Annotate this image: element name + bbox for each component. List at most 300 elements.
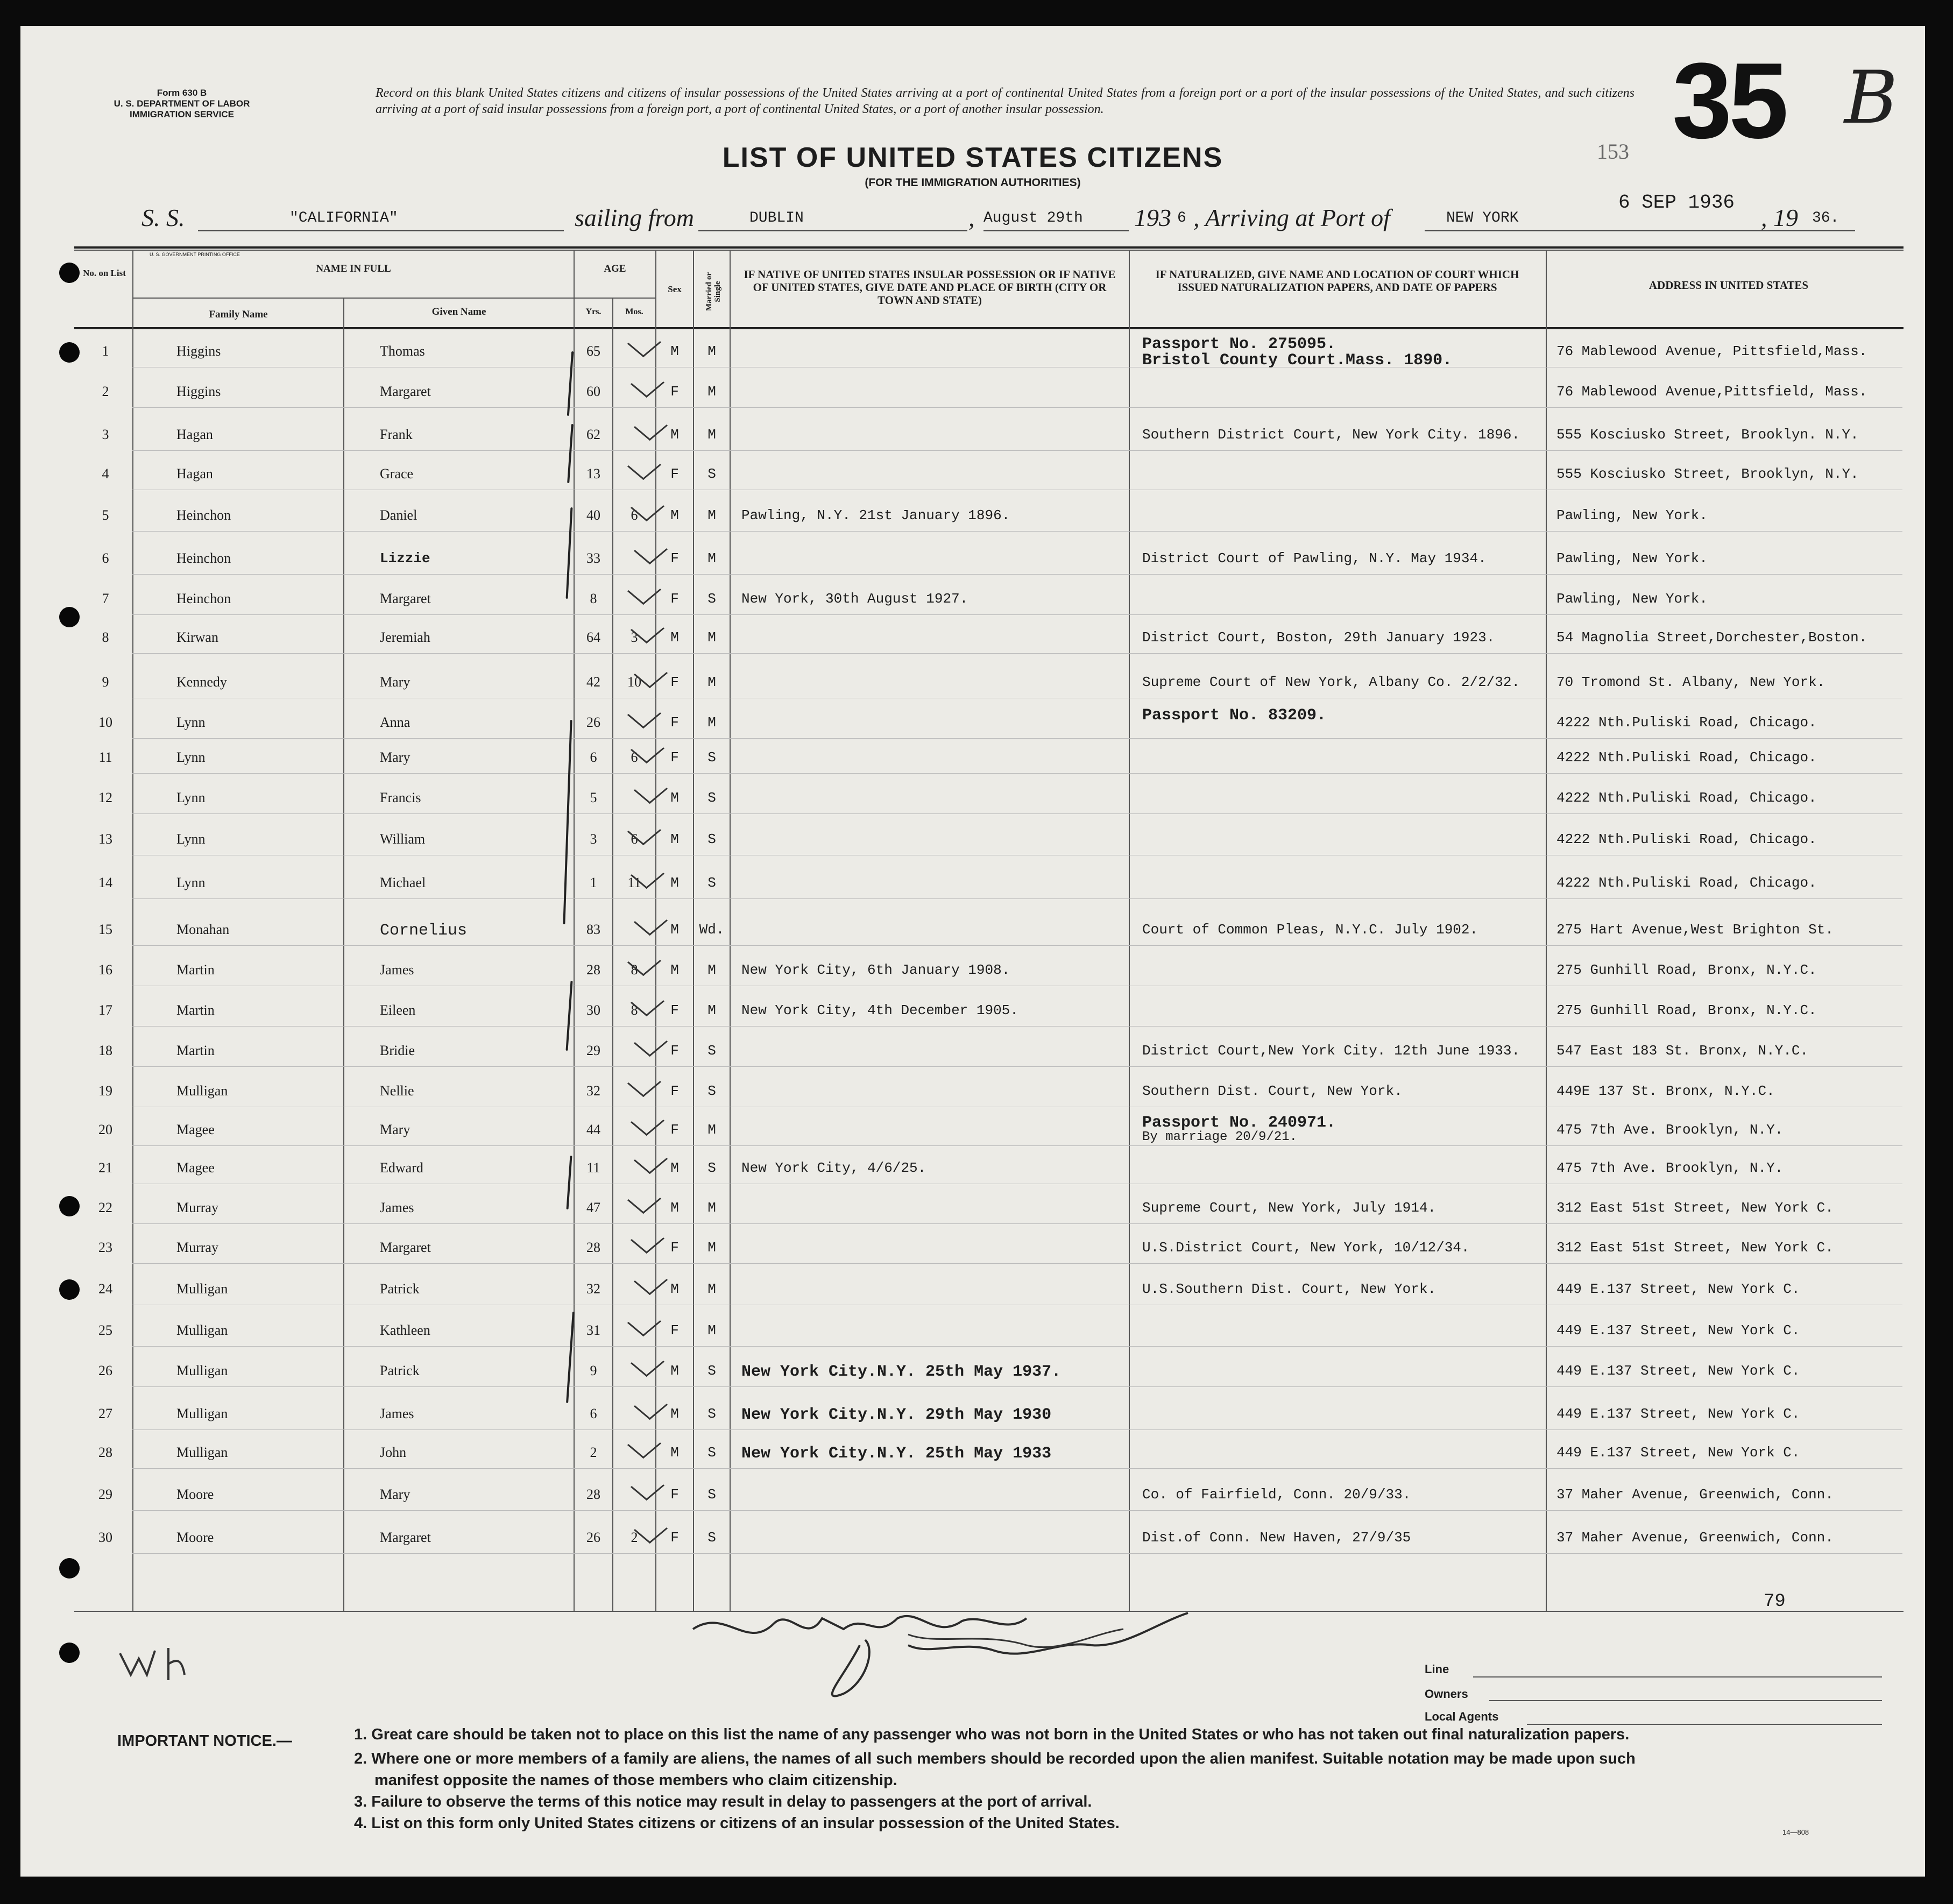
age-years: 1 [590, 875, 597, 890]
sailing-label: sailing from [575, 204, 694, 231]
given-name: Margaret [380, 1240, 431, 1255]
sex: F [670, 1322, 679, 1339]
sex: M [670, 343, 679, 359]
owners-label: Owners [1425, 1687, 1468, 1701]
age-years: 32 [586, 1281, 600, 1297]
notice-4: 4. List on this form only United States citizens or citizens of an insular possession of the United States. [354, 1815, 1120, 1832]
row-rule [132, 1346, 1902, 1347]
given-name: Nellie [380, 1083, 414, 1099]
age-years: 65 [586, 343, 600, 359]
family-name: Heinchon [176, 550, 231, 566]
naturalization-info-line-2: By marriage 20/9/21. [1142, 1130, 1298, 1144]
us-address: 76 Mablewood Avenue,Pittsfield, Mass. [1556, 384, 1867, 400]
age-years: 47 [586, 1200, 600, 1215]
age-months: 2 [631, 1530, 638, 1545]
given-name: Thomas [380, 343, 425, 359]
family-name: Kennedy [176, 674, 227, 690]
given-name: Edward [380, 1160, 423, 1176]
naturalization-info: U.S.Southern Dist. Court, New York. [1142, 1281, 1437, 1297]
row-rule [132, 531, 1902, 532]
age-months: 3 [631, 629, 638, 645]
given-name: Bridie [380, 1043, 415, 1058]
family-bracket [563, 720, 572, 924]
row-rule [132, 1510, 1902, 1511]
name-subhead-rule [133, 298, 596, 299]
marital-status: S [707, 1406, 716, 1422]
row-number: 22 [98, 1200, 112, 1215]
sex: M [670, 962, 679, 978]
marital-status: M [707, 384, 716, 400]
year-prefix-1: 193 [1134, 204, 1171, 231]
us-address: 76 Mablewood Avenue, Pittsfield,Mass. [1556, 343, 1867, 359]
row-number: 10 [98, 714, 112, 730]
header-no: No. on List [83, 268, 126, 278]
notice-2: 2. Where one or more members of a family are aliens, the names of all such members should be recorded upon the alien manifest. Suitable notation may be made upon such [354, 1750, 1636, 1767]
marital-status: M [707, 507, 716, 523]
naturalization-info: Passport No. 83209. [1142, 706, 1327, 725]
family-name: Heinchon [176, 507, 231, 523]
ss-label: S. S. [141, 204, 185, 231]
sex: M [670, 1363, 679, 1379]
date-stamp: 6 SEP 1936 [1618, 192, 1735, 214]
marital-status: S [707, 790, 716, 806]
row-rule [132, 945, 1902, 946]
sex: M [670, 507, 679, 523]
age-years: 8 [590, 591, 597, 606]
family-name: Kirwan [176, 629, 218, 645]
age-months: 8 [631, 1002, 638, 1018]
birth-info: New York City.N.Y. 25th May 1937. [741, 1363, 1062, 1381]
agents-field [1527, 1724, 1882, 1725]
row-rule [132, 1468, 1902, 1469]
age-months: 8 [631, 962, 638, 978]
row-number: 25 [98, 1322, 112, 1338]
given-name: Mary [380, 674, 411, 690]
page-total: 79 [1764, 1591, 1786, 1612]
row-number: 1 [102, 343, 109, 359]
row-number: 6 [102, 550, 109, 566]
sex: M [670, 629, 679, 646]
row-number: 14 [98, 875, 112, 890]
naturalization-info: Co. of Fairfield, Conn. 20/9/33. [1142, 1487, 1411, 1503]
marital-status: M [707, 550, 716, 567]
binder-hole [59, 342, 80, 363]
age-years: 60 [586, 384, 600, 399]
family-name: Higgins [176, 384, 221, 399]
us-address: 4222 Nth.Puliski Road, Chicago. [1556, 749, 1817, 766]
notice-2-continued: manifest opposite the names of those members who claim citizenship. [374, 1772, 897, 1789]
us-address: 475 7th Ave. Brooklyn, N.Y. [1556, 1122, 1784, 1138]
us-address: 312 East 51st Street, New York C. [1556, 1240, 1834, 1256]
age-years: 42 [586, 674, 600, 690]
sex: M [670, 922, 679, 938]
us-address: 54 Magnolia Street,Dorchester,Boston. [1556, 629, 1867, 646]
sex: F [670, 1043, 679, 1059]
naturalization-info: Passport No. 240971. [1142, 1114, 1336, 1132]
family-name: Lynn [176, 714, 206, 730]
given-name: Kathleen [380, 1322, 430, 1338]
header-married: Married or Single [705, 272, 722, 312]
row-rule [132, 1429, 1902, 1430]
us-address: 4222 Nth.Puliski Road, Chicago. [1556, 714, 1817, 731]
form-number: Form 630 B [157, 88, 207, 98]
row-rule [132, 1223, 1902, 1224]
sex: M [670, 875, 679, 891]
marital-status: S [707, 1083, 716, 1099]
handwritten-initials [115, 1643, 190, 1686]
marital-status: S [707, 1363, 716, 1379]
family-name: Murray [176, 1240, 218, 1255]
family-name: Hagan [176, 427, 213, 442]
sex: F [670, 384, 679, 400]
marital-status: S [707, 831, 716, 847]
age-years: 83 [586, 922, 600, 937]
us-address: 4222 Nth.Puliski Road, Chicago. [1556, 831, 1817, 847]
row-number: 3 [102, 427, 109, 442]
naturalization-info: District Court,New York City. 12th June 1933. [1142, 1043, 1520, 1059]
binder-hole [59, 263, 80, 283]
family-name: Lynn [176, 790, 206, 805]
manifest-page [20, 26, 1925, 1877]
given-name: Margaret [380, 591, 431, 606]
age-years: 3 [590, 831, 597, 847]
us-address: 275 Gunhill Road, Bronx, N.Y.C. [1556, 1002, 1817, 1018]
binder-hole [59, 1196, 80, 1216]
page-subtitle: (FOR THE IMMIGRATION AUTHORITIES) [865, 176, 1081, 189]
sex: M [670, 790, 679, 806]
given-name: John [380, 1445, 407, 1460]
row-rule [132, 614, 1902, 615]
us-address: Pawling, New York. [1556, 550, 1708, 567]
sex: F [670, 749, 679, 766]
sex: F [670, 550, 679, 567]
col-divider-family [343, 298, 344, 1611]
naturalization-info: Supreme Court of New York, Albany Co. 2/2/32. [1142, 674, 1520, 690]
us-address: 449E 137 St. Bronx, N.Y.C. [1556, 1083, 1775, 1099]
birth-info: New York, 30th August 1927. [741, 591, 968, 607]
age-months: 6 [631, 831, 638, 847]
naturalization-info: District Court, Boston, 29th January 1923. [1142, 629, 1495, 646]
row-number: 8 [102, 629, 109, 645]
department: U. S. DEPARTMENT OF LABOR [114, 98, 250, 109]
age-years: 6 [590, 749, 597, 765]
family-name: Mulligan [176, 1281, 228, 1297]
age-years: 5 [590, 790, 597, 805]
row-number: 9 [102, 674, 109, 690]
year-suffix-2: 36. [1812, 210, 1839, 227]
row-rule [132, 738, 1902, 739]
sex: M [670, 831, 679, 847]
given-name: James [380, 962, 414, 978]
us-address: 449 E.137 Street, New York C. [1556, 1322, 1800, 1339]
sex: F [670, 1083, 679, 1099]
birth-info: New York City.N.Y. 25th May 1933 [741, 1445, 1052, 1463]
age-months: 10 [627, 674, 641, 690]
age-months: 6 [631, 507, 638, 523]
age-years: 2 [590, 1445, 597, 1460]
row-rule [132, 1553, 1902, 1554]
age-years: 64 [586, 629, 600, 645]
given-name: Daniel [380, 507, 418, 523]
header-bottom-rule [74, 327, 1904, 329]
intro-text: Record on this blank United States citizens and citizens of insular possessions of the United States arriving at a port of continental United States from a foreign port or a port of the insular possessions of the United States, and such citizens arriving at a port of said insular possessions from a foreign port, a port of continental United States, or a port of another insular possession. [376, 86, 1634, 116]
sheet-letter: B [1844, 55, 1898, 140]
row-rule [132, 773, 1902, 774]
us-address: 275 Gunhill Road, Bronx, N.Y.C. [1556, 962, 1817, 978]
family-bracket [567, 351, 574, 416]
family-name: Lynn [176, 749, 206, 765]
date-from: August 29th [983, 210, 1083, 227]
marital-status: S [707, 875, 716, 891]
birth-info: New York City, 4/6/25. [741, 1160, 926, 1176]
marital-status: M [707, 1281, 716, 1297]
given-name: Francis [380, 790, 421, 805]
us-address: Pawling, New York. [1556, 591, 1708, 607]
row-number: 18 [98, 1043, 112, 1058]
us-address: 449 E.137 Street, New York C. [1556, 1406, 1800, 1422]
marital-status: M [707, 674, 716, 690]
given-name: James [380, 1200, 414, 1215]
given-name: Lizzie [380, 550, 430, 567]
naturalization-info: Dist.of Conn. New Haven, 27/9/35 [1142, 1530, 1411, 1546]
family-name: Martin [176, 1002, 215, 1018]
age-years: 30 [586, 1002, 600, 1018]
family-name: Martin [176, 1043, 215, 1058]
given-name: Frank [380, 427, 413, 442]
marital-status: M [707, 1200, 716, 1216]
notice-3: 3. Failure to observe the terms of this notice may result in delay to passengers at the port of arrival. [354, 1793, 1092, 1810]
header-birth: IF NATIVE OF UNITED STATES INSULAR POSSESSION OR IF NATIVE OF UNITED STATES, GIVE DATE AND PLACE OF BIRTH (CITY OR TOWN AND STATE) [744, 268, 1116, 307]
sex: F [670, 714, 679, 731]
header-naturalization: IF NATURALIZED, GIVE NAME AND LOCATION OF COURT WHICH ISSUED NATURALIZATION PAPERS, AND DATE OF PAPERS [1155, 268, 1519, 294]
us-address: 70 Tromond St. Albany, New York. [1556, 674, 1825, 690]
family-name: Higgins [176, 343, 221, 359]
sex: M [670, 1200, 679, 1216]
port-to: NEW YORK [1446, 210, 1519, 227]
us-address: 555 Kosciusko Street, Brooklyn. N.Y. [1556, 427, 1859, 443]
given-name: James [380, 1406, 414, 1421]
arriving-label: , Arriving at Port of [1193, 204, 1390, 231]
col-divider-yrs [612, 298, 613, 1611]
naturalization-info: Supreme Court, New York, July 1914. [1142, 1200, 1437, 1216]
col-divider-birth [1129, 250, 1130, 1611]
sex: F [670, 1530, 679, 1546]
notice-label: IMPORTANT NOTICE.— [117, 1732, 292, 1750]
marital-status: S [707, 591, 716, 607]
sex: F [670, 674, 679, 690]
row-number: 21 [98, 1160, 112, 1176]
birth-info: Pawling, N.Y. 21st January 1896. [741, 507, 1010, 523]
birth-info: New York City, 4th December 1905. [741, 1002, 1018, 1018]
ship-name: "CALIFORNIA" [289, 210, 398, 227]
family-name: Mulligan [176, 1445, 228, 1460]
family-name: Martin [176, 962, 215, 978]
family-bracket [566, 507, 573, 599]
given-name: Grace [380, 466, 414, 482]
row-rule [132, 1386, 1902, 1387]
table-top-rule [74, 246, 1904, 249]
age-years: 62 [586, 427, 600, 442]
header-given-name: Given Name [431, 306, 486, 317]
given-name: Cornelius [380, 922, 468, 940]
marital-status: M [707, 1240, 716, 1256]
family-name: Mulligan [176, 1406, 228, 1421]
age-years: 9 [590, 1363, 597, 1378]
family-name: Murray [176, 1200, 218, 1215]
age-years: 31 [586, 1322, 600, 1338]
row-rule [132, 1026, 1902, 1027]
row-number: 5 [102, 507, 109, 523]
age-years: 11 [586, 1160, 600, 1176]
table-top-rule-2 [74, 250, 1904, 251]
naturalization-info: Court of Common Pleas, N.Y.C. July 1902. [1142, 922, 1478, 938]
year-suffix-1: 6 [1177, 210, 1186, 227]
us-address: 4222 Nth.Puliski Road, Chicago. [1556, 790, 1817, 806]
age-subhead-rule [575, 298, 655, 299]
header-name-in-full: NAME IN FULL [316, 263, 391, 274]
port-from-underline [698, 230, 967, 231]
header-family-name: Family Name [209, 309, 268, 320]
marital-status: S [707, 1445, 716, 1461]
age-years: 26 [586, 714, 600, 730]
us-address: 547 East 183 St. Bronx, N.Y.C. [1556, 1043, 1809, 1059]
agents-label: Local Agents [1425, 1710, 1499, 1723]
family-bracket [565, 981, 572, 1051]
age-years: 28 [586, 1240, 600, 1255]
us-address: 449 E.137 Street, New York C. [1556, 1445, 1800, 1461]
age-years: 33 [586, 550, 600, 566]
us-address: 312 East 51st Street, New York C. [1556, 1200, 1834, 1216]
row-number: 12 [98, 790, 112, 805]
row-number: 17 [98, 1002, 112, 1018]
pencil-sheet-number: 153 [1597, 139, 1629, 164]
line-field [1473, 1676, 1882, 1677]
given-name: Jeremiah [380, 629, 430, 645]
ship-underline [198, 230, 564, 231]
line-label: Line [1425, 1662, 1449, 1676]
page-title: LIST OF UNITED STATES CITIZENS [722, 142, 1223, 173]
birth-info: New York City, 6th January 1908. [741, 962, 1010, 978]
row-rule [132, 813, 1902, 814]
family-name: Magee [176, 1160, 215, 1176]
print-code: 14—808 [1782, 1828, 1809, 1836]
family-name: Moore [176, 1530, 214, 1545]
row-number: 15 [98, 922, 112, 937]
row-number: 7 [102, 591, 109, 606]
given-name: Mary [380, 749, 411, 765]
owners-field [1489, 1700, 1882, 1701]
age-years: 32 [586, 1083, 600, 1099]
sex: F [670, 1002, 679, 1018]
us-address: 475 7th Ave. Brooklyn, N.Y. [1556, 1160, 1784, 1176]
naturalization-info: Southern Dist. Court, New York. [1142, 1083, 1403, 1099]
sex: F [670, 591, 679, 607]
row-number: 23 [98, 1240, 112, 1255]
port-from: DUBLIN [749, 210, 804, 227]
family-name: Lynn [176, 875, 206, 890]
age-years: 29 [586, 1043, 600, 1058]
age-years: 44 [586, 1122, 600, 1137]
header-age: AGE [604, 263, 626, 274]
col-divider-no [132, 250, 133, 1611]
header-sex: Sex [668, 284, 682, 294]
given-name: Anna [380, 714, 411, 730]
sex: M [670, 427, 679, 443]
family-name: Moore [176, 1487, 214, 1502]
inspector-signature [682, 1565, 1199, 1726]
age-years: 26 [586, 1530, 600, 1545]
us-address: 275 Hart Avenue,West Brighton St. [1556, 922, 1834, 938]
family-name: Mulligan [176, 1322, 228, 1338]
us-address: 449 E.137 Street, New York C. [1556, 1363, 1800, 1379]
marital-status: M [707, 427, 716, 443]
sex: F [670, 1487, 679, 1503]
row-rule [132, 898, 1902, 899]
given-name: Margaret [380, 384, 431, 399]
family-name: Lynn [176, 831, 206, 847]
marital-status: M [707, 962, 716, 978]
sheet-number: 35 [1672, 41, 1786, 161]
given-name: Michael [380, 875, 426, 890]
given-name: Mary [380, 1487, 411, 1502]
family-name: Mulligan [176, 1363, 228, 1378]
row-number: 24 [98, 1281, 112, 1297]
header-mos: Mos. [625, 307, 643, 316]
binder-hole [59, 607, 80, 627]
header-yrs: Yrs. [585, 307, 602, 316]
row-number: 29 [98, 1487, 112, 1502]
marital-status: M [707, 343, 716, 359]
service: IMMIGRATION SERVICE [130, 109, 234, 119]
marital-status: M [707, 1322, 716, 1339]
sex: F [670, 1122, 679, 1138]
age-months: 6 [631, 749, 638, 765]
marital-status: S [707, 1043, 716, 1059]
sex: M [670, 1281, 679, 1297]
given-name: Patrick [380, 1281, 420, 1297]
binder-hole [59, 1558, 80, 1579]
gpo-imprint: U. S. GOVERNMENT PRINTING OFFICE [150, 252, 240, 257]
marital-status: M [707, 629, 716, 646]
family-bracket [567, 424, 574, 483]
family-bracket [567, 1156, 572, 1209]
marital-status: S [707, 1160, 716, 1176]
row-rule [132, 1066, 1902, 1067]
row-rule [132, 574, 1902, 575]
naturalization-info: District Court of Pawling, N.Y. May 1934. [1142, 550, 1487, 567]
date-from-underline [983, 230, 1129, 231]
given-name: Mary [380, 1122, 411, 1137]
us-address: Pawling, New York. [1556, 507, 1708, 523]
us-address: 4222 Nth.Puliski Road, Chicago. [1556, 875, 1817, 891]
row-number: 2 [102, 384, 109, 399]
row-number: 20 [98, 1122, 112, 1137]
row-number: 16 [98, 962, 112, 978]
age-years: 40 [586, 507, 600, 523]
row-rule [132, 407, 1902, 408]
row-rule [132, 1145, 1902, 1146]
us-address: 449 E.137 Street, New York C. [1556, 1281, 1800, 1297]
us-address: 37 Maher Avenue, Greenwich, Conn. [1556, 1487, 1834, 1503]
year-prefix-2: , 19 [1761, 204, 1798, 231]
sex: M [670, 1160, 679, 1176]
us-address: 37 Maher Avenue, Greenwich, Conn. [1556, 1530, 1834, 1546]
given-name: Margaret [380, 1530, 431, 1545]
age-months: 11 [627, 875, 641, 890]
comma: , [968, 204, 975, 231]
binder-hole [59, 1643, 80, 1663]
notice-1: 1. Great care should be taken not to place on this list the name of any passenger who was not born in the United States or who has not taken out final naturalization papers. [354, 1726, 1630, 1743]
